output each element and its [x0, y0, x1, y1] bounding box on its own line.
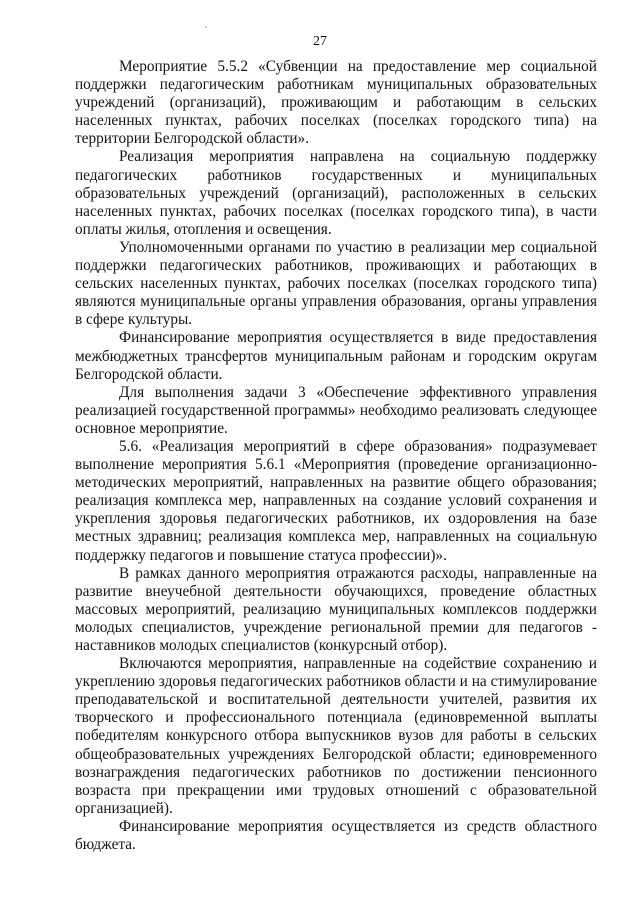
paragraph-measure-5-5-2: Мероприятие 5.5.2 «Субвенции на предоставление мер социальной поддержки педагогическим работникам муниципальных образовательных учреждений (организаций), проживающим и работающим в сельских населенных пунктах, рабочих поселках (поселках городского типа) на территории Белгородской области». — [75, 58, 597, 148]
paragraph-measure-5-6: 5.6. «Реализация мероприятий в сфере образования» подразумевает выполнение мероприятия 5.6.1 «Мероприятия (проведение организационно-методических мероприятий, направленных на развитие общего образования; реализация комплекса мер, направленных на создание условий сохранения и укрепления здоровья педагогических работников, их оздоровления на базе местных здравниц; реализация комплекса мер, направленных на социальную поддержку педагогов и повышение статуса профессии)». — [75, 437, 597, 564]
paragraph-included-measures: Включаются мероприятия, направленные на содействие сохранению и укреплению здоровья педагогических работников области и на стимулирование преподавательской и воспитательной деятельности учителей, развития их творческого и профессионального потенциала (единовременной выплаты победителям конкурсного отбора выпускников вузов для работы в сельских общеобразовательных учреждениях Белгородской области; единовременного вознаграждения педагогических работников по достижении пенсионного возраста при прекращении ими трудовых отношений с образовательной организацией). — [75, 655, 597, 817]
paragraph-authorized-bodies: Уполномоченными органами по участию в реализации мер социальной поддержки педагогических работников, проживающих и работающих в сельских населенных пунктах, рабочих поселках (поселках городского типа) являются муниципальные органы управления образования, органы управления в сфере культуры. — [75, 238, 597, 329]
paragraph-task-3: Для выполнения задачи 3 «Обеспечение эффективного управления реализацией государственной программы» необходимо реализовать следующее основное мероприятие. — [75, 383, 597, 437]
paragraph-expenses: В рамках данного мероприятия отражаются расходы, направленные на развитие внеучебной деятельности обучающихся, проведение областных массовых мероприятий, реализацию муниципальных комплексов поддержки молодых специалистов, учреждение региональной премии для педагогов - наставников молодых специалистов (конкурсный отбор). — [75, 564, 597, 654]
page-number: 27 — [313, 34, 327, 49]
paragraph-financing-transfers: Финансирование мероприятия осуществляется в виде предоставления межбюджетных трансфертов муниципальным районам и городским округам Белгородской области. — [75, 329, 597, 383]
paragraph-implementation-purpose: Реализация мероприятия направлена на социальную поддержку педагогических работников государственных и муниципальных образовательных учреждений (организаций), расположенных в сельских населенных пунктах, рабочих поселках (поселках городского типа), в части оплаты жилья, отопления и освещения. — [75, 148, 597, 238]
document-body — [75, 58, 597, 854]
scan-artifact-dot — [205, 26, 207, 28]
paragraph-financing-regional-budget: Финансирование мероприятия осуществляется из средств областного бюджета. — [75, 817, 597, 854]
